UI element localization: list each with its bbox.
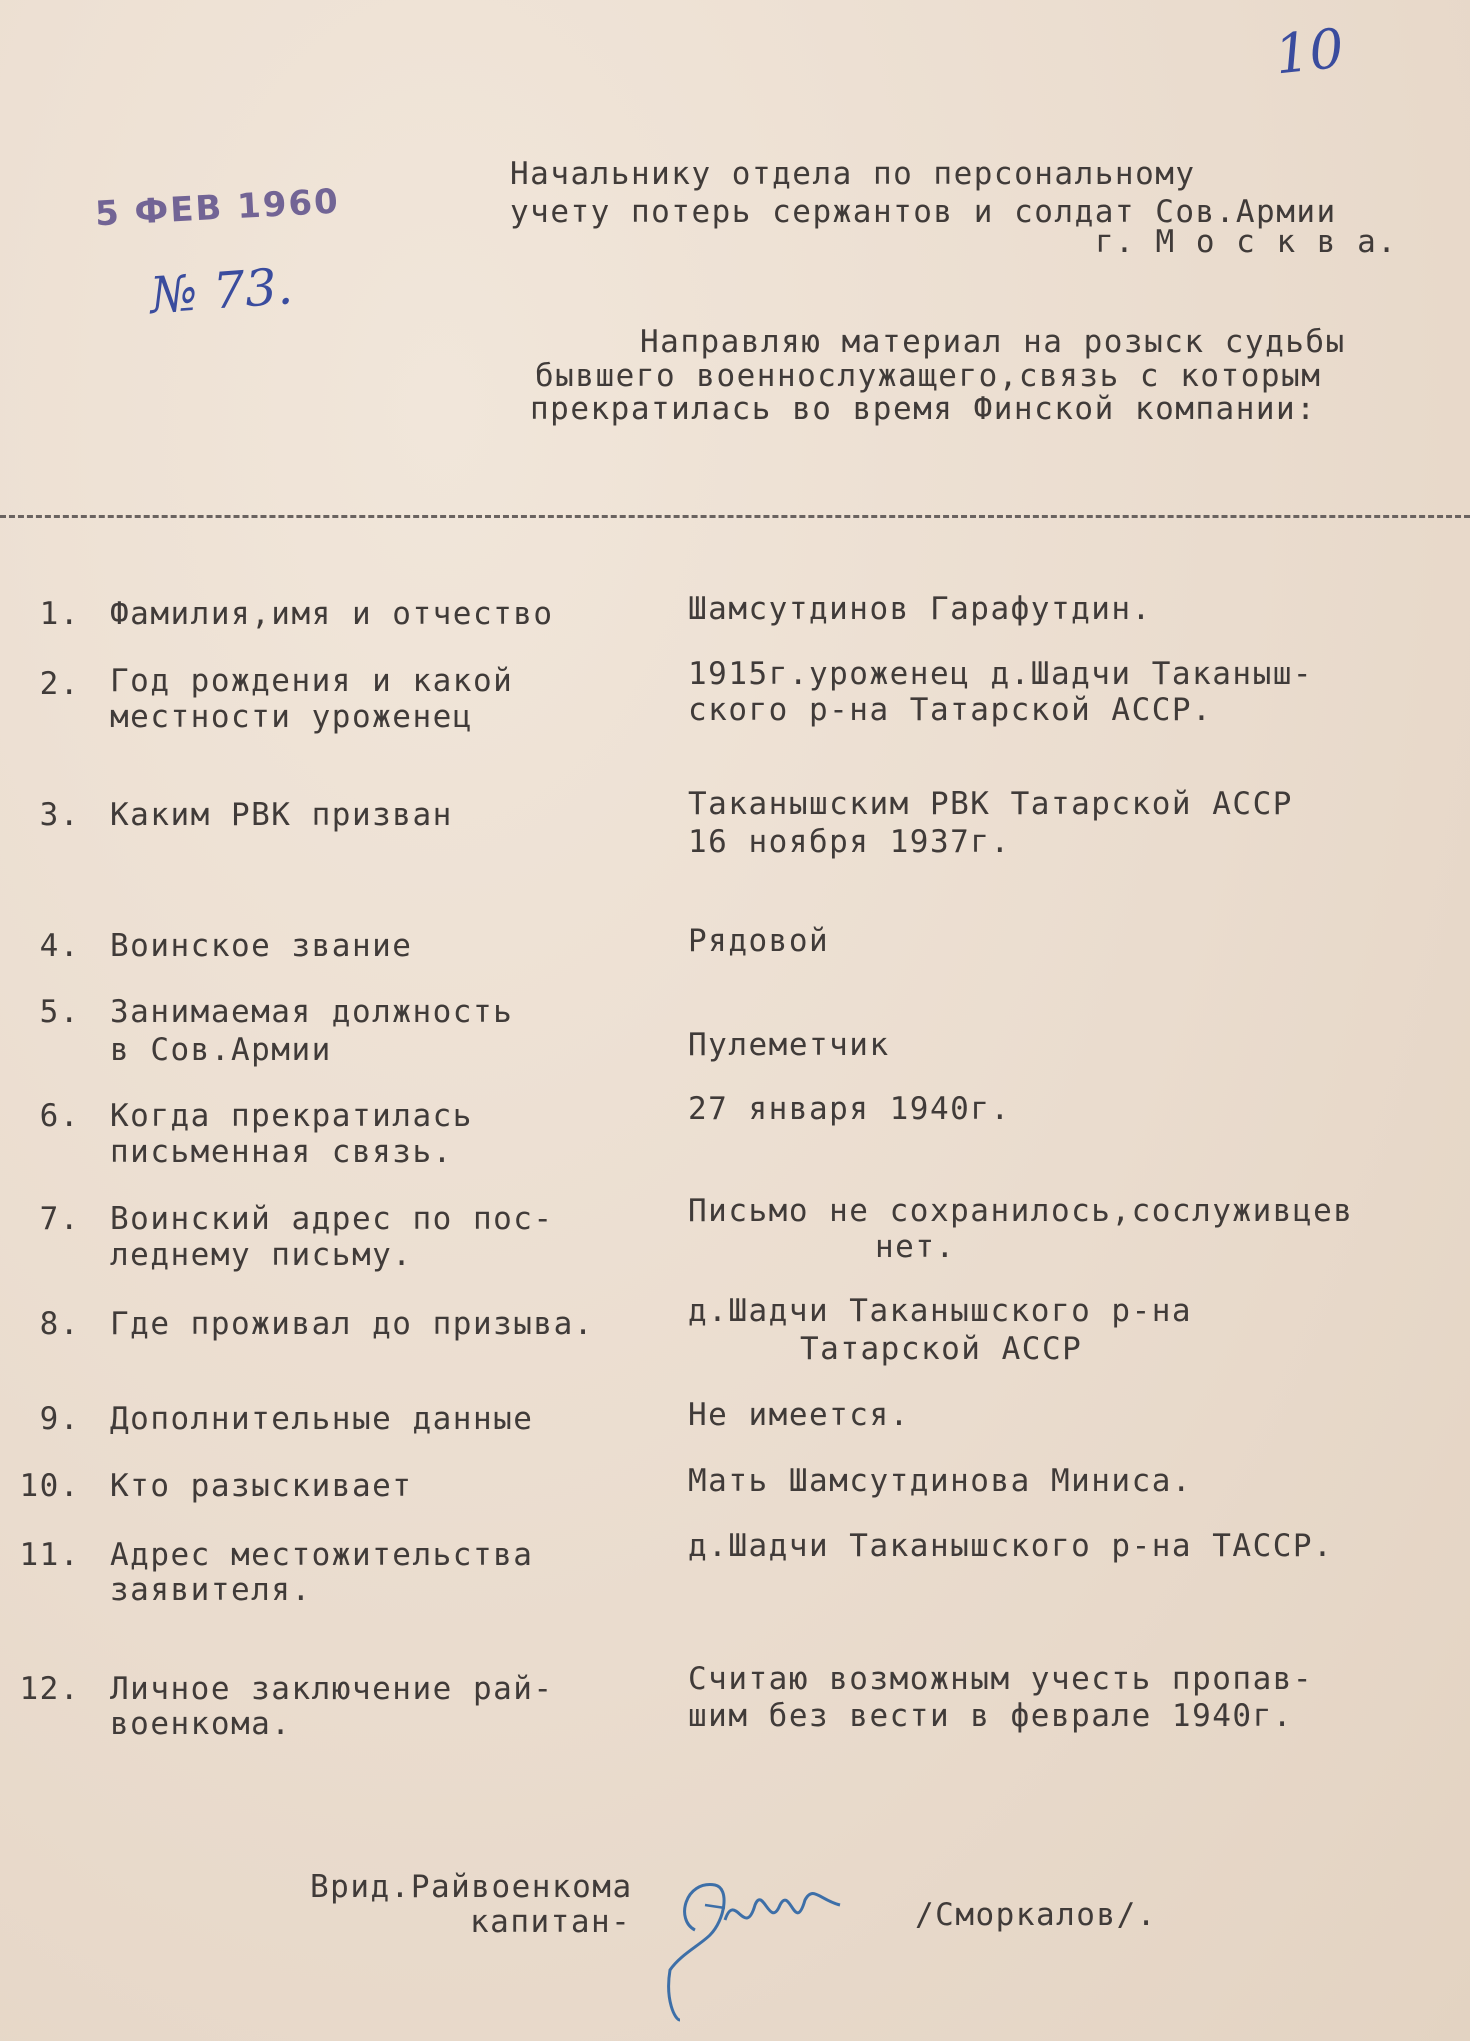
page-number: 10 bbox=[1271, 16, 1347, 87]
registration-number: № 73. bbox=[148, 257, 295, 325]
field-label: в Сов.Армии bbox=[110, 1032, 332, 1068]
signatory-name: /Сморкалов/. bbox=[915, 1897, 1157, 1933]
intro-line-1: Направляю материал на розыск судьбы bbox=[640, 324, 1346, 360]
field-label: военкома. bbox=[110, 1706, 292, 1742]
separator-line bbox=[0, 515, 1470, 518]
field-number: 7. bbox=[39, 1201, 80, 1237]
addressee-line-3: г. М о с к в а. bbox=[1095, 224, 1398, 260]
intro-line-3: прекратилась во время Финской компании: bbox=[530, 391, 1317, 427]
signatory-title: Врид.Райвоенкома bbox=[310, 1869, 633, 1905]
field-value: Шамсутдинов Гарафутдин. bbox=[688, 591, 1152, 627]
field-value: ского р-на Татарской АССР. bbox=[688, 692, 1213, 728]
field-label: Занимаемая должность bbox=[110, 994, 514, 1030]
field-value: Письмо не сохранилось,сослуживцев bbox=[688, 1193, 1354, 1229]
field-value: 27 января 1940г. bbox=[688, 1091, 1011, 1127]
field-value: д.Шадчи Таканышского р-на bbox=[688, 1293, 1193, 1329]
field-number: 9. bbox=[39, 1401, 80, 1437]
field-label: заявителя. bbox=[110, 1572, 312, 1608]
field-label: Год рождения и какой bbox=[110, 663, 514, 699]
field-value: Татарской АССР bbox=[800, 1331, 1083, 1367]
field-value: д.Шадчи Таканышского р-на ТАССР. bbox=[688, 1528, 1334, 1564]
field-label: Адрес местожительства bbox=[110, 1537, 534, 1573]
field-number: 6. bbox=[39, 1098, 80, 1134]
intro-line-2: бывшего военнослужащего,связь с которым bbox=[535, 358, 1322, 394]
field-value: 1915г.уроженец д.Шадчи Таканыш- bbox=[688, 656, 1314, 692]
field-value: Рядовой bbox=[688, 923, 830, 959]
field-label: леднему письму. bbox=[110, 1237, 413, 1273]
field-value: нет. bbox=[875, 1229, 956, 1265]
handwritten-signature bbox=[655, 1860, 855, 2020]
field-label: Когда прекратилась bbox=[110, 1098, 473, 1134]
field-number: 8. bbox=[39, 1306, 80, 1342]
field-value: Не имеется. bbox=[688, 1397, 910, 1433]
field-number: 3. bbox=[39, 797, 80, 833]
field-number: 10. bbox=[19, 1468, 80, 1504]
field-number: 12. bbox=[19, 1671, 80, 1707]
field-value: шим без вести в феврале 1940г. bbox=[688, 1698, 1293, 1734]
addressee-line-1: Начальнику отдела по персональному bbox=[510, 156, 1196, 192]
field-label: Каким РВК призван bbox=[110, 797, 453, 833]
field-value: Таканышским РВК Татарской АССР bbox=[688, 786, 1293, 822]
field-label: Личное заключение рай- bbox=[110, 1671, 554, 1707]
field-label: письменная связь. bbox=[110, 1134, 453, 1170]
field-value: Считаю возможным учесть пропав- bbox=[688, 1661, 1314, 1697]
field-label: Кто разыскивает bbox=[110, 1468, 413, 1504]
field-label: Где проживал до призыва. bbox=[110, 1306, 594, 1342]
addressee-line-2: учету потерь сержантов и солдат Сов.Армии bbox=[510, 194, 1337, 230]
field-number: 11. bbox=[19, 1537, 80, 1573]
field-value: 16 ноября 1937г. bbox=[688, 824, 1011, 860]
date-stamp: 5 ФЕВ 1960 bbox=[94, 181, 341, 235]
field-value: Пулеметчик bbox=[688, 1027, 890, 1063]
field-label: Фамилия,имя и отчество bbox=[110, 596, 554, 632]
field-number: 5. bbox=[39, 994, 80, 1030]
field-value: Мать Шамсутдинова Миниса. bbox=[688, 1463, 1193, 1499]
field-label: местности уроженец bbox=[110, 699, 473, 735]
signatory-rank: капитан- bbox=[470, 1904, 632, 1940]
field-label: Воинское звание bbox=[110, 928, 413, 964]
field-label: Дополнительные данные bbox=[110, 1401, 534, 1437]
field-number: 2. bbox=[39, 666, 80, 702]
field-label: Воинский адрес по пос- bbox=[110, 1201, 554, 1237]
field-number: 1. bbox=[39, 596, 80, 632]
field-number: 4. bbox=[39, 928, 80, 964]
